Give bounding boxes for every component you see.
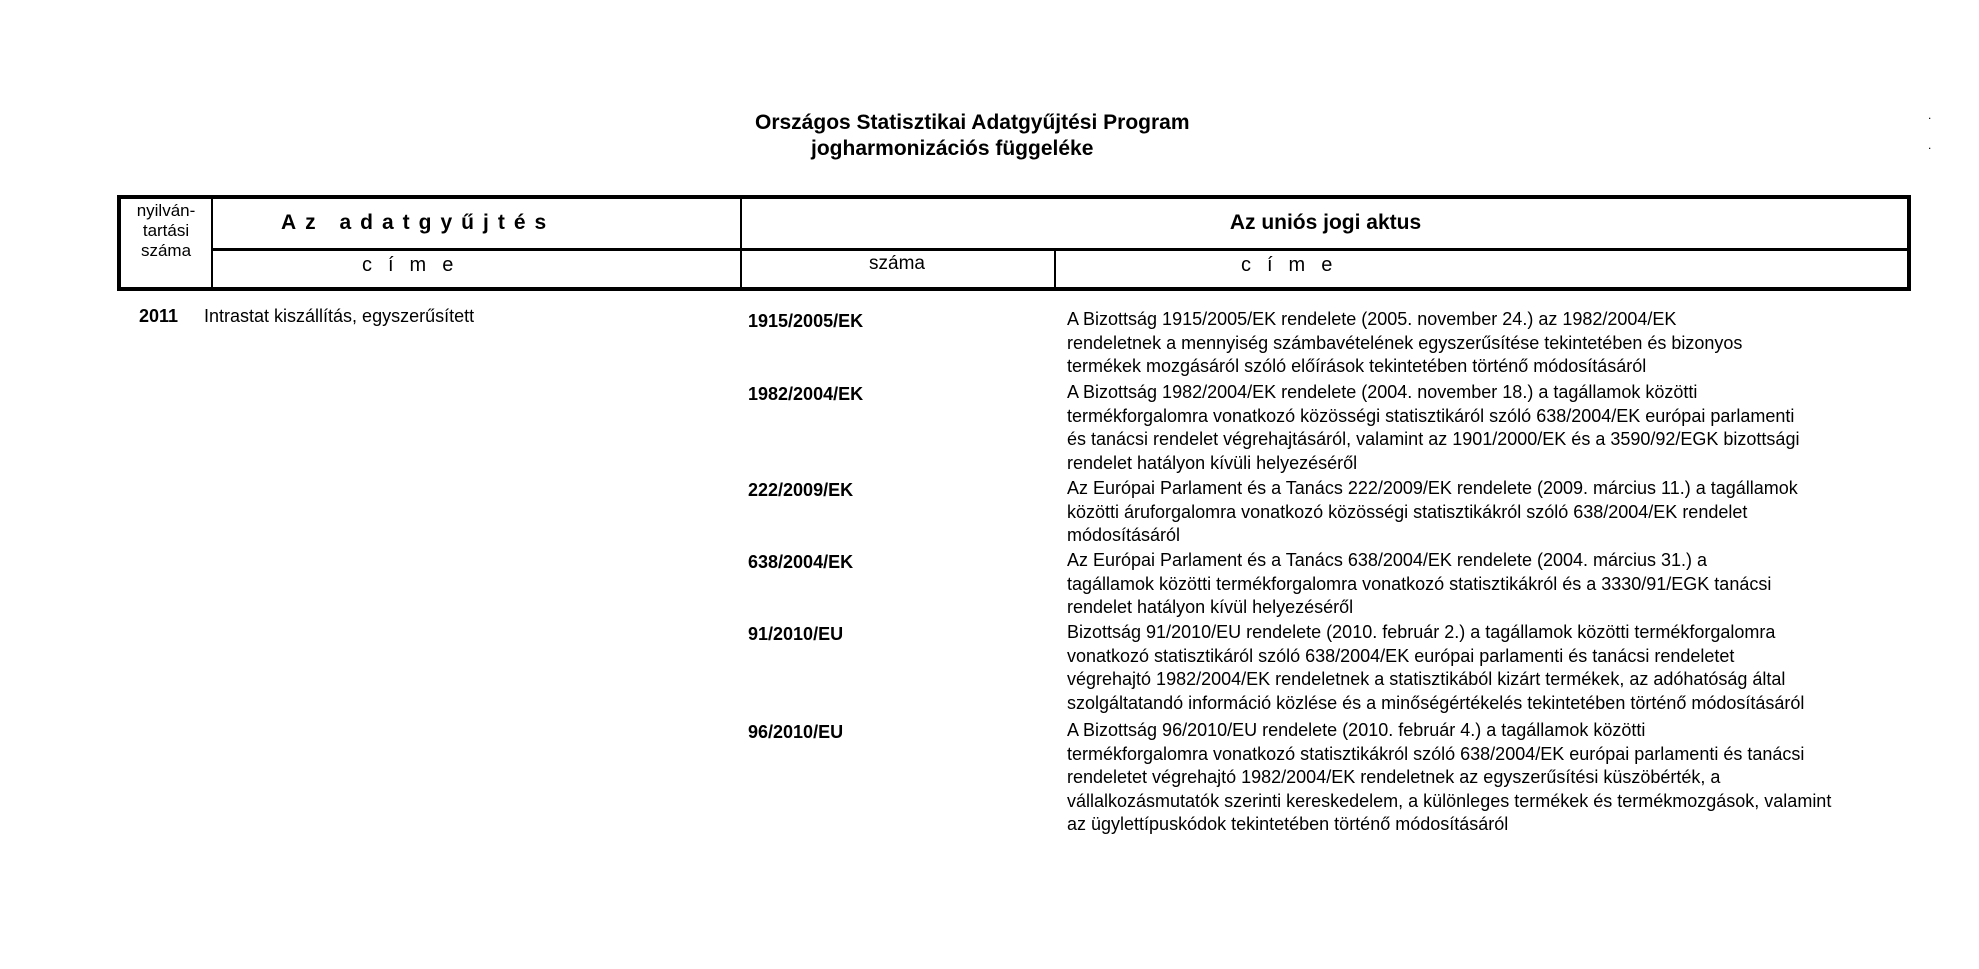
act-title — [1067, 477, 1947, 548]
act-title-line: A Bizottság 1982/2004/EK rendelete (2004. november 18.) a tagállamok közötti — [1067, 382, 1698, 402]
act-number: 638/2004/EK — [748, 552, 854, 572]
header-adatgyujtes-cime: címe — [362, 254, 470, 276]
title-line-2: jogharmonizációs függeléke — [811, 137, 1094, 160]
header-unios-jogi-aktus: Az uniós jogi aktus — [1229, 211, 1422, 234]
act-title-line: szolgáltatandó információ közlése és a minőségértékelés tekintetében történő módosításáról — [1067, 692, 1805, 713]
act-title-line: Bizottság 91/2010/EU rendelete (2010. február 2.) a tagállamok közötti termékforgalomra — [1067, 622, 1776, 642]
act-title-line: az ügylettípuskódok tekintetében történő módosításáról — [1067, 814, 1509, 835]
title-line-1: Országos Statisztikai Adatgyűjtési Program — [755, 111, 1190, 134]
column-divider — [211, 199, 213, 287]
act-title-line: vonatkozó statisztikáról szóló 638/2004/EK európai parlamenti és tanácsi rendeletet — [1067, 645, 1735, 666]
act-title — [1067, 621, 1947, 715]
act-title-line: és tanácsi rendelet végrehajtásáról, valamint az 1901/2000/EK és a 3590/92/EGK bizottsági — [1067, 429, 1800, 450]
act-title-line: termékek mozgásáról szóló előírások tekintetében történő módosításáról — [1067, 356, 1647, 377]
act-title-line: Az Európai Parlament és a Tanács 638/2004/EK rendelete (2004. március 31.) a — [1067, 550, 1708, 570]
act-title-line: végrehajtó 1982/2004/EK rendeletnek a statisztikából kizárt termékek, az adóhatóság által — [1067, 669, 1786, 690]
table-header — [117, 195, 1911, 291]
act-title-line: rendelet hatályon kívüli helyezéséről — [1067, 452, 1358, 473]
corner-dot: . — [1928, 108, 1932, 122]
act-title — [1067, 381, 1947, 475]
act-title-line: rendeletet végrehajtó 1982/2004/EK rendeletnek az egyszerűsítési küszöbérték, a — [1067, 767, 1721, 788]
row-divider — [211, 248, 1907, 251]
act-number: 222/2009/EK — [748, 480, 854, 500]
act-number: 1982/2004/EK — [748, 384, 864, 404]
corner-dot: . — [1928, 138, 1932, 152]
header-nyilvantartasi-szama: nyilván- tartási száma — [136, 201, 196, 260]
act-number: 91/2010/EU — [748, 624, 844, 644]
act-title-line: módosításáról — [1067, 525, 1181, 546]
act-title — [1067, 719, 1947, 837]
header-adatgyujtes: Az adatgyűjtés — [281, 211, 556, 234]
record-number: 2011 — [139, 306, 179, 326]
act-title-line: termékforgalomra vonatkozó közösségi statisztikáról szóló 638/2004/EK európai parlamenti — [1067, 405, 1795, 426]
act-number: 1915/2005/EK — [748, 311, 864, 331]
record-title: Intrastat kiszállítás, egyszerűsített — [204, 306, 475, 326]
act-title — [1067, 549, 1947, 620]
act-title-line: rendelet hatályon kívül helyezéséről — [1067, 597, 1354, 618]
act-title-line: tagállamok közötti termékforgalomra vonatkozó statisztikákról és a 3330/91/EGK tanácsi — [1067, 573, 1772, 594]
header-aktus-cime: címe — [1241, 254, 1349, 276]
act-title-line: vállalkozásmutatók szerinti kereskedelem, a különleges termékek és termékmozgások, valamint — [1067, 790, 1832, 811]
column-divider — [1054, 248, 1056, 287]
act-title-line: A Bizottság 96/2010/EU rendelete (2010. február 4.) a tagállamok közötti — [1067, 720, 1646, 740]
act-title-line: Az Európai Parlament és a Tanács 222/2009/EK rendelete (2009. március 11.) a tagállamok — [1067, 478, 1798, 498]
header-aktus-szama: száma — [869, 253, 925, 274]
act-title-line: rendeletnek a mennyiség számbavételének egyszerűsítése tekintetében és bizonyos — [1067, 332, 1743, 353]
act-title-line: közötti áruforgalomra vonatkozó közösségi statisztikákról szóló 638/2004/EK rendelet — [1067, 501, 1748, 522]
act-title-line: termékforgalomra vonatkozó statisztikákról szóló 638/2004/EK európai parlamenti és tanácsi — [1067, 743, 1805, 764]
act-title-line: A Bizottság 1915/2005/EK rendelete (2005. november 24.) az 1982/2004/EK — [1067, 309, 1677, 329]
act-title — [1067, 308, 1947, 379]
act-number: 96/2010/EU — [748, 722, 844, 742]
